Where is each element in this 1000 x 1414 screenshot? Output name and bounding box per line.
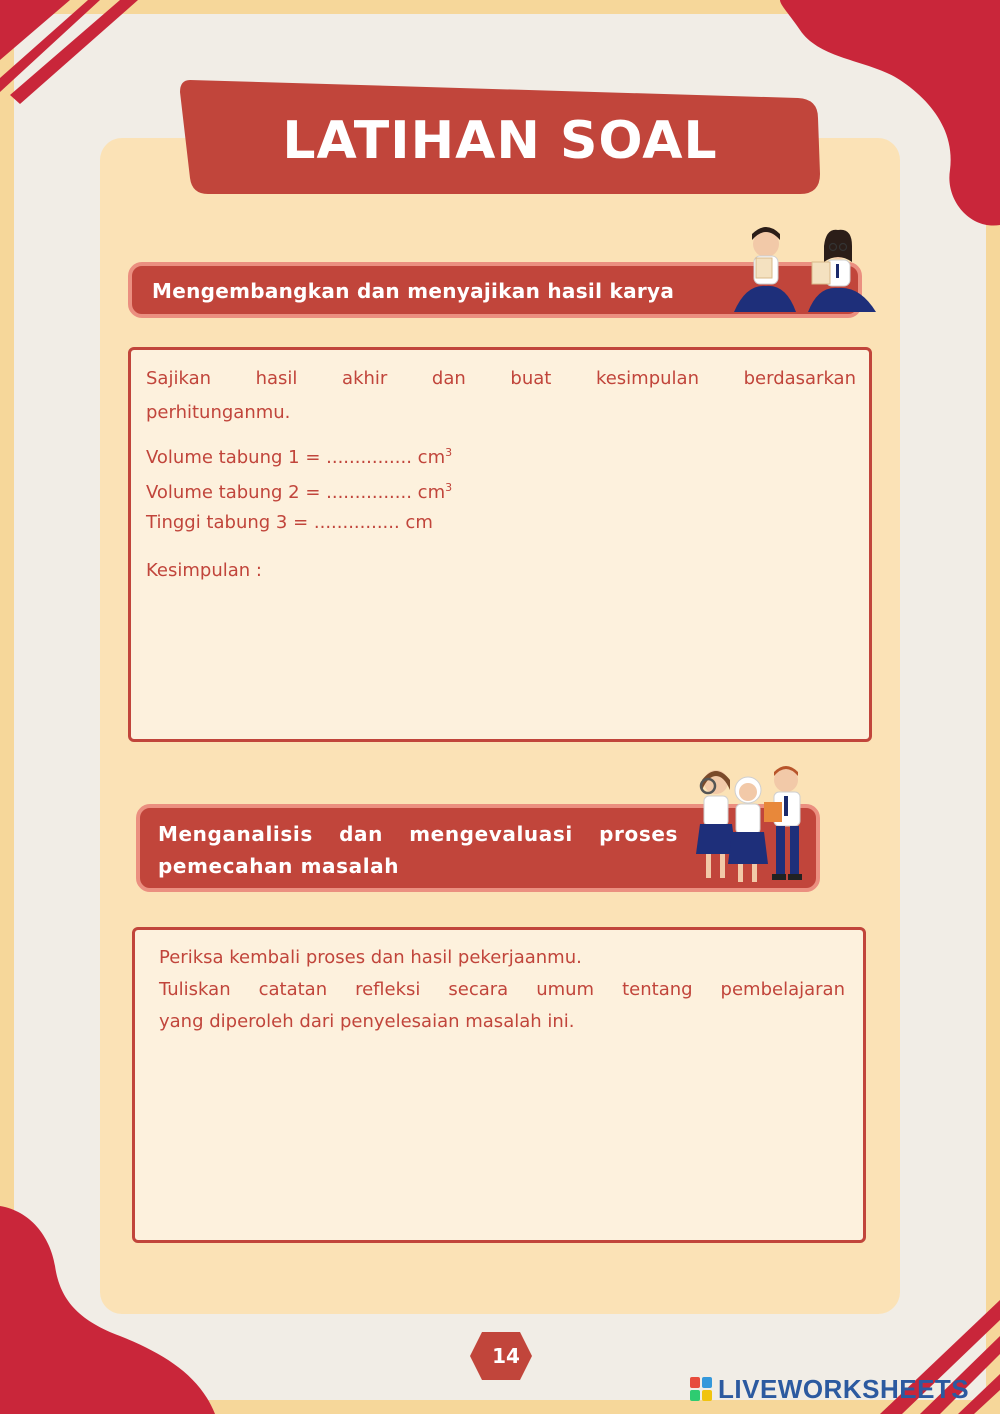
volume-tabung-2-label: Volume tabung 2 = ............... cm [146, 482, 446, 503]
reflection-instructions [159, 942, 845, 1038]
instruction-line-1: Sajikan hasil akhir dan buat kesimpulan berdasarkan [146, 368, 856, 389]
page-number: 14 [492, 1344, 520, 1368]
page-title: LATIHAN SOAL [282, 111, 718, 171]
answer-box-reflection[interactable] [132, 927, 866, 1243]
answer-box-conclusion[interactable] [128, 347, 872, 742]
watermark-text: LIVEWORKSHEETS [718, 1373, 970, 1404]
reflection-line-1: Periksa kembali proses dan hasil pekerjaanmu. [159, 947, 582, 968]
section-header-text: Menganalisis dan mengevaluasi proses pemecahan masalah [158, 822, 678, 878]
section-header-text: Mengembangkan dan menyajikan hasil karya [152, 279, 675, 303]
volume-tabung-2-row [146, 473, 452, 508]
reflection-line-3: yang diperoleh dari penyelesaian masalah ini. [159, 1011, 575, 1032]
liveworksheets-logo-icon [690, 1377, 712, 1401]
volume-tabung-1-row [146, 438, 452, 473]
instruction-line-2: perhitunganmu. [146, 402, 291, 423]
top-left-brush-decoration [0, 0, 140, 110]
conclusion-label: Kesimpulan : [146, 560, 262, 581]
students-writing-illustration [726, 222, 882, 318]
cubic-exponent: 3 [445, 481, 453, 494]
liveworksheets-watermark [690, 1372, 969, 1406]
students-group-illustration [680, 762, 820, 890]
volume-tabung-1-label: Volume tabung 1 = ............... cm [146, 447, 446, 468]
tinggi-tabung-3-label: Tinggi tabung 3 = ............... cm [146, 512, 433, 533]
cubic-exponent: 3 [445, 446, 453, 459]
reflection-line-2: Tuliskan catatan refleksi secara umum tentang pembelajaran [159, 979, 845, 1000]
